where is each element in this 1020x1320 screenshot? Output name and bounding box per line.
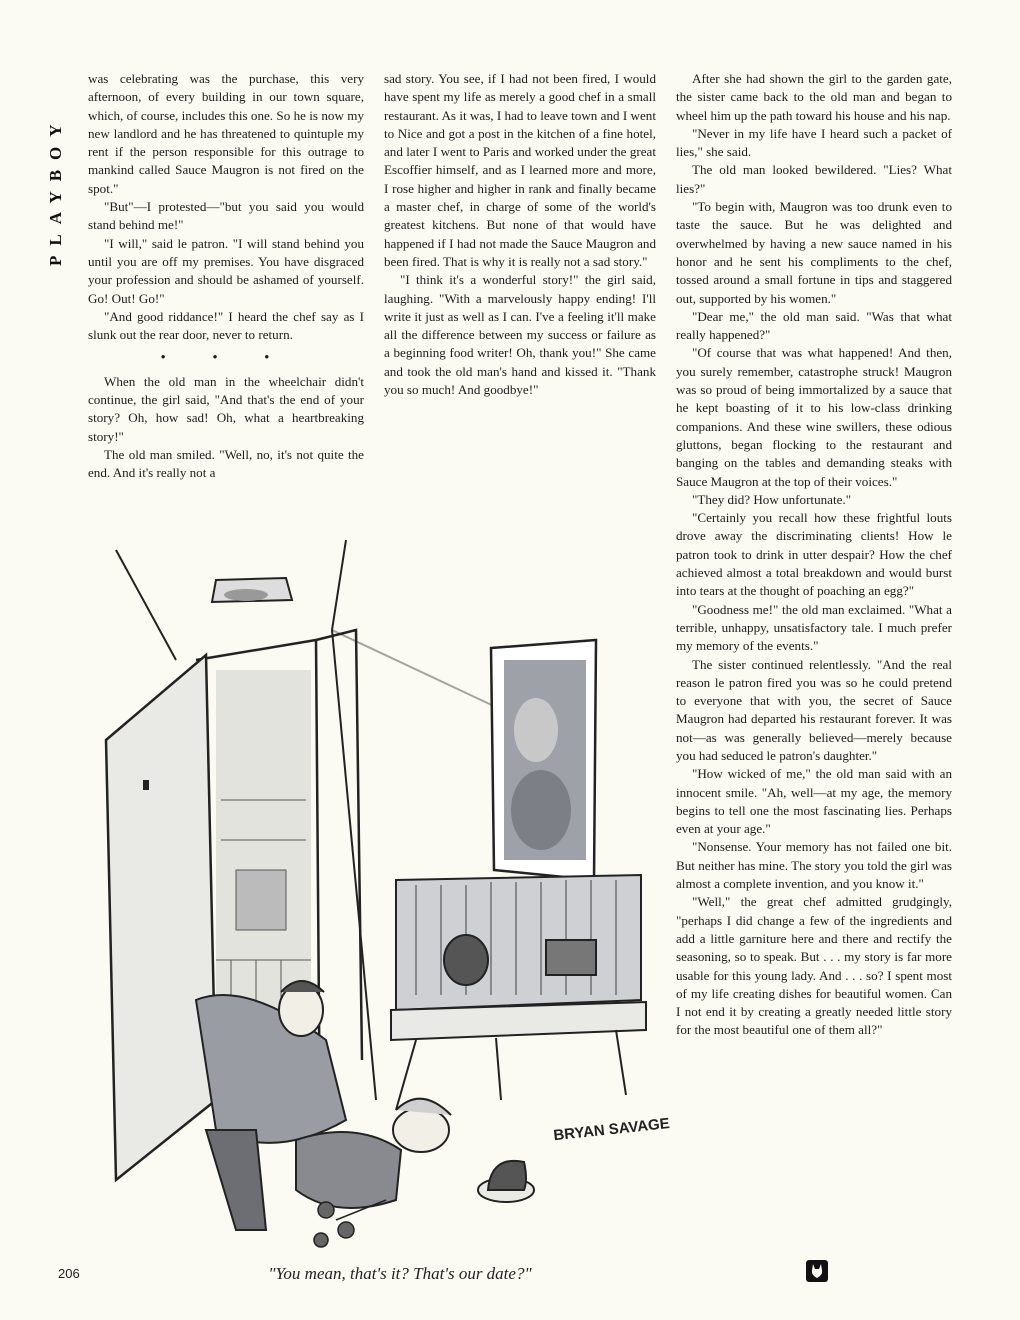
text-column-2 xyxy=(384,70,656,399)
paragraph: "And good riddance!" I heard the chef say as I slunk out the rear door, never to return. xyxy=(88,308,364,343)
artist-signature: BRYAN SAVAGE xyxy=(552,1115,671,1145)
paragraph: "Of course that was what happened! And then, you surely remember, catastrophe struck! Maugron was so proud of being immortalized by a sauce that he kept boasting of it to his low-class drinking companions. And these wine swillers, these odious gluttons, began flocking to the restaurant and banging on the tables and demanding steaks with Sauce Maugron at the top of their voices." xyxy=(676,345,952,489)
text-column-3 xyxy=(676,70,952,1040)
paragraph: "Well," the great chef admitted grudgingly, "perhaps I did change a few of the ingredients and add a little garniture here and there and rectify the seasoning, so to speak. But . . . my story is far more usable for this young lady. And . . . so? I spent most of my life creating dishes for beautiful women. Can I not end it by creating a greatly needed little story for the most beautiful one of them all?" xyxy=(676,894,952,1038)
paragraph: "How wicked of me," the old man said with an innocent smile. "Ah, well—at my age, the memory begins to tell one the most fascinating lies. Perhaps even at your age." xyxy=(676,766,952,837)
cartoon-illustration xyxy=(96,540,671,1260)
paragraph: "Dear me," the old man said. "Was that what really happened?" xyxy=(676,308,952,343)
sofa xyxy=(391,875,646,1110)
paragraph: "They did? How unfortunate." xyxy=(692,491,852,507)
paragraph: After she had shown the girl to the garden gate, the sister came back to the old man and began to wheel him up the path toward his house and his nap. xyxy=(676,71,952,123)
paragraph: "But"—I protested—"but you said you would stand behind me!" xyxy=(88,199,364,233)
paragraph: sad story. You see, if I had not been fired, I would have spent my life as merely a good chef in a small restaurant. As it was, I had to leave town and I went to Nice and got a post in the kitchen of a fine hotel, and later I went to Paris and worked under the great Escoffier himself, and as I learned more and more, I rose higher and higher in rank and finally became a master chef, in charge of some of the world's greatest kitchens. But none of that would have happened if I had not made the Sauce Maugron and been fired. That is why it is really not a sad story." xyxy=(384,71,656,269)
paragraph: was celebrating was the purchase, this very afternoon, of every building in our town square, which, of course, includes this one. So he is now my new landlord and he has threatened to quintuple my rent if the person responsible for this outrage to mankind called Sauce Maugron is not fired on the spot." xyxy=(88,71,364,196)
page-number: 206 xyxy=(58,1266,80,1281)
paragraph: "Nonsense. Your memory has not failed one bit. But neither has mine. The story you told the girl was almost a complete invention, and you know it." xyxy=(676,839,952,892)
hat-icon xyxy=(478,1161,534,1202)
ceiling-lamp-icon xyxy=(212,578,292,602)
section-separator: • • • xyxy=(160,349,292,365)
paragraph: "I will," said le patron. "I will stand behind you until you are off my premises. You have disgraced your profession and should be ashamed of yourself. Go! Out! Go!" xyxy=(88,235,364,306)
wall-painting xyxy=(491,640,596,880)
magazine-title: PLAYBOY xyxy=(46,114,65,266)
paragraph: The sister continued relentlessly. "And the real reason le patron fired you was so he could pretend to everyone that with you, the secret of Sauce Maugron had departed his restaurant forever. It was not—as was generally believed—merely because you had seduced le patron's daughter." xyxy=(676,656,952,763)
paragraph: When the old man in the wheelchair didn't continue, the girl said, "And that's the end of your story? Oh, how sad! Oh, what a heartbreaking story!" xyxy=(88,373,364,444)
paragraph: "Goodness me!" the old man exclaimed. "What a terrible, unhappy, unsatisfactory tale. I much prefer my memory of the events." xyxy=(676,601,952,654)
paragraph: "I think it's a wonderful story!" the girl said, laughing. "With a marvelously happy ending! I'll write it just as well as I can. I've a feeling it'll make all the difference between my success or failure as a beginning food writer! Oh, thank you!" She came and took the old man's hand and kissed it. "Thank you so much! And goodbye!" xyxy=(384,272,656,398)
bunny-logo-icon xyxy=(806,1260,828,1282)
cartoon-caption: "You mean, that's it? That's our date?" xyxy=(268,1264,532,1283)
paragraph: The old man smiled. "Well, no, it's not quite the end. And it's really not a xyxy=(88,446,364,481)
paragraph: The old man looked bewildered. "Lies? What lies?" xyxy=(676,162,952,196)
paragraph: "Certainly you recall how these frightful louts drove away the discriminating clients! How le patron took to drink in utter despair? How the chef achieved almost a total breakdown and would burst into tears at the thought of poaching an egg?" xyxy=(676,510,952,599)
paragraph: "To begin with, Maugron was too drunk even to taste the sauce. But he was delighted and overwhelmed by having a new sauce named in his honor and he sent his compliments to the chef, tossed around a small fortune in tips and staggered out, supported by his women." xyxy=(676,199,952,306)
text-column-1 xyxy=(88,70,364,483)
paragraph: "Never in my life have I heard such a packet of lies," she said. xyxy=(676,125,952,160)
